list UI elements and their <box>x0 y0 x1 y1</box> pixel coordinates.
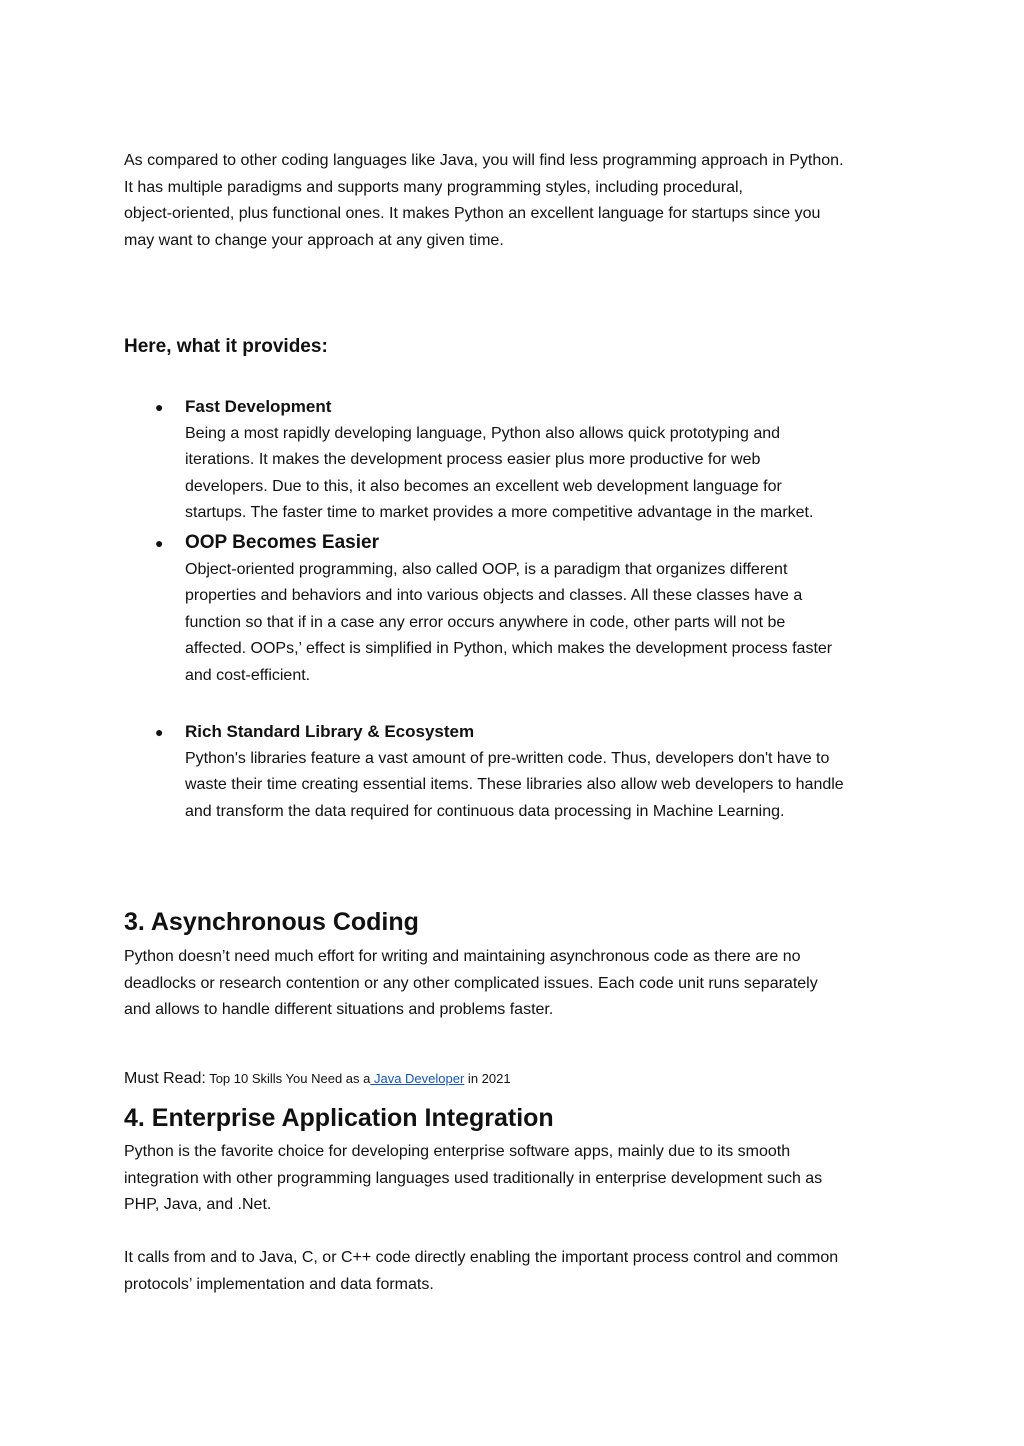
text-line: Python doesn’t need much effort for writing and maintaining asynchronous code as there are no <box>124 948 801 965</box>
provides-heading: Here, what it provides: <box>124 336 328 357</box>
must-read-line <box>124 1066 511 1092</box>
must-read-label: Must Read: <box>124 1070 206 1087</box>
text-line: properties and behaviors and into various objects and classes. All these classes have a <box>185 587 803 605</box>
text-line: may want to change your approach at any given time. <box>124 231 504 249</box>
bullet-marker: ● <box>155 399 164 415</box>
text-line: waste their time creating essential items. These libraries also allow web developers to handle <box>185 776 844 794</box>
text-line: startups. The faster time to market provides a more competitive advantage in the market. <box>185 504 814 522</box>
text-line: and transform the data required for continuous data processing in Machine Learning. <box>185 802 785 820</box>
section-paragraph <box>124 1139 822 1219</box>
bullet-marker: ● <box>155 724 164 740</box>
text-line: deadlocks or research contention or any other complicated issues. Each code unit runs separately <box>124 974 818 992</box>
text-line: It has multiple paradigms and supports many programming styles, including procedural, <box>124 178 743 196</box>
text-line: and allows to handle different situations and problems faster. <box>124 1001 554 1019</box>
text-line: function so that if in a case any error occurs anywhere in code, other parts will not be <box>185 613 786 631</box>
text-line: Python is the favorite choice for developing enterprise software apps, mainly due to its smooth <box>124 1143 791 1160</box>
text-line: object-oriented, plus functional ones. It makes Python an excellent language for startups since you <box>124 205 821 223</box>
text-line: affected. OOPs,’ effect is simplified in Python, which makes the development process faster <box>185 640 833 658</box>
intro-paragraph <box>124 148 844 254</box>
bullet-marker: ● <box>155 535 164 551</box>
text-line: Being a most rapidly developing language, Python also allows quick prototyping and <box>185 424 781 442</box>
bullet-description <box>185 421 905 527</box>
section-paragraph <box>124 1245 838 1298</box>
text-line: protocols’ implementation and data formats. <box>124 1275 434 1293</box>
text-line: developers. Due to this, it also becomes an excellent web development language for <box>185 477 782 495</box>
bullet-description <box>185 746 905 826</box>
bullet-title: OOP Becomes Easier <box>185 532 379 553</box>
bullet-title: Fast Development <box>185 397 332 416</box>
text-line: Object-oriented programming, also called OOP, is a paradigm that organizes different <box>185 560 788 578</box>
text-line: PHP, Java, and .Net. <box>124 1196 272 1214</box>
section-heading-asynchronous: 3. Asynchronous Coding <box>124 908 419 936</box>
text-line: As compared to other coding languages like Java, you will find less programming approach in Python. <box>124 152 844 169</box>
must-read-text: Top 10 Skills You Need as a <box>205 1071 371 1086</box>
section-heading-enterprise: 4. Enterprise Application Integration <box>124 1104 554 1132</box>
text-line: and cost-efficient. <box>185 666 311 684</box>
text-line: Python's libraries feature a vast amount of pre-written code. Thus, developers don't have to <box>185 749 830 767</box>
java-developer-link[interactable]: Java Developer <box>370 1071 465 1086</box>
bullet-title: Rich Standard Library & Ecosystem <box>185 722 475 741</box>
must-read-suffix: in 2021 <box>464 1071 511 1086</box>
text-line: integration with other programming languages used traditionally in enterprise development such as <box>124 1169 823 1187</box>
text-line: iterations. It makes the development process easier plus more productive for web <box>185 451 761 469</box>
text-line: It calls from and to Java, C, or C++ code directly enabling the important process control and common <box>124 1249 839 1266</box>
bullet-description <box>185 557 905 690</box>
section-paragraph <box>124 944 818 1024</box>
